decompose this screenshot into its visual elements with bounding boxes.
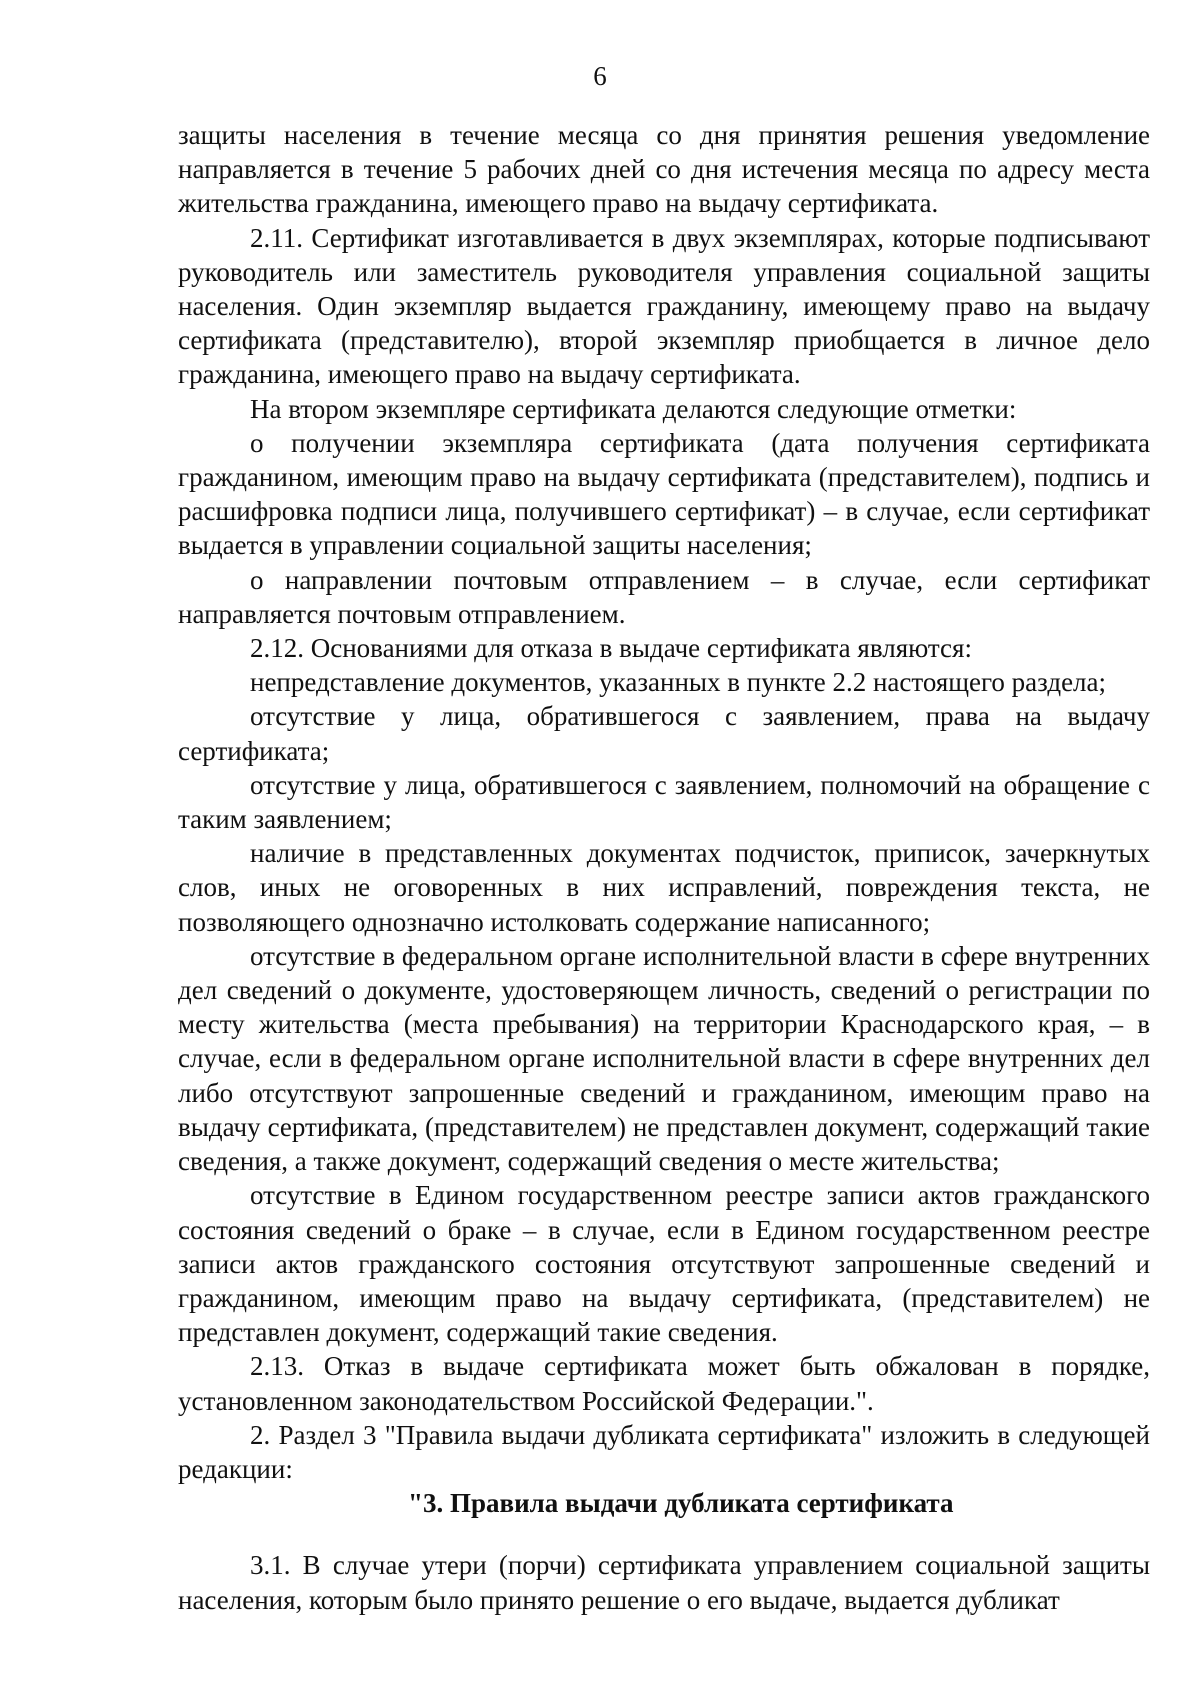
paragraph-amendment-2: 2. Раздел 3 "Правила выдачи дубликата сертификата" изложить в следующей редакции: — [178, 1419, 1150, 1484]
refusal-reason-3: отсутствие у лица, обратившегося с заявлением, полномочий на обращение с таким заявлением; — [178, 769, 1150, 835]
refusal-reason-5: отсутствие в федеральном органе исполнительной власти в сфере внутренних дел сведений о документе, удостоверяющем личность, сведений о регистрации по месту жительства (места пребывания) на территории Краснодарского края, – в случае, если в федеральном органе исполнительной власти в сфере внутренних дел либо отсутствуют запрошенные сведений и гражданином, имеющим право на выдачу сертификата, (представителем) не представлен документ, содержащий такие сведения, а также документ, содержащий сведения о месте жительства; — [178, 940, 1150, 1177]
paragraph-3-1: 3.1. В случае утери (порчи) сертификата управлением социальной защиты населения, которым было принято решение о его выдаче, выдается дубликат — [178, 1550, 1150, 1615]
paragraph-2-13: 2.13. Отказ в выдаче сертификата может быть обжалован в порядке, установленном законодательством Российской Федерации.". — [178, 1351, 1150, 1416]
paragraph-mark-mail: о направлении почтовым отправлением – в случае, если сертификат направляется почтовым отправлением. — [178, 564, 1150, 629]
paragraph-2-11: 2.11. Сертификат изготавливается в двух экземплярах, которые подписывают руководитель или заместитель руководителя управления социальной защиты населения. Один экземпляр выдается гражданину, имеющему право на выдачу сертификата (представителю), второй экземпляр приобщается в личное дело гражданина, имеющего право на выдачу сертификата. — [178, 222, 1150, 390]
refusal-reason-6: отсутствие в Едином государственном реестре записи актов гражданского состояния сведений о браке – в случае, если в Едином государственном реестре записи актов гражданского состояния отсутствуют запрошенные сведений и гражданином, имеющим право на выдачу сертификата, (представителем) не представлен документ, содержащий такие сведения. — [178, 1180, 1150, 1348]
paragraph-mark-receipt: о получении экземпляра сертификата (дата получения сертификата гражданином, имеющим право на выдачу сертификата (представителем), подпись и расшифровка подписи лица, получившего сертификат) – в случае, если сертификат выдается в управлении социальной защиты населения; — [178, 427, 1150, 561]
paragraph-marks-intro: На втором экземпляре сертификата делаются следующие отметки: — [250, 393, 1017, 424]
refusal-reason-4: наличие в представленных документах подчисток, приписок, зачеркнутых слов, иных не оговоренных в них исправлений, повреждения текста, не позволяющего однозначно истолковать содержание написанного; — [178, 838, 1150, 937]
paragraph-2-12: 2.12. Основаниями для отказа в выдаче сертификата являются: — [250, 633, 972, 664]
section-3-heading: "3. Правила выдачи дубликата сертификата — [408, 1488, 954, 1519]
paragraph-continuation: защиты населения в течение месяца со дня принятия решения уведомление направляется в течение 5 рабочих дней со дня истечения месяца по адресу места жительства гражданина, имеющего право на выдачу сертификата. — [178, 120, 1150, 219]
refusal-reason-1: непредставление документов, указанных в пункте 2.2 настоящего раздела; — [250, 667, 1107, 698]
page-number: 6 — [593, 61, 607, 91]
document-body — [178, 118, 1150, 1617]
refusal-reason-2: отсутствие у лица, обратившегося с заявлением, права на выдачу сертификата; — [178, 701, 1150, 766]
